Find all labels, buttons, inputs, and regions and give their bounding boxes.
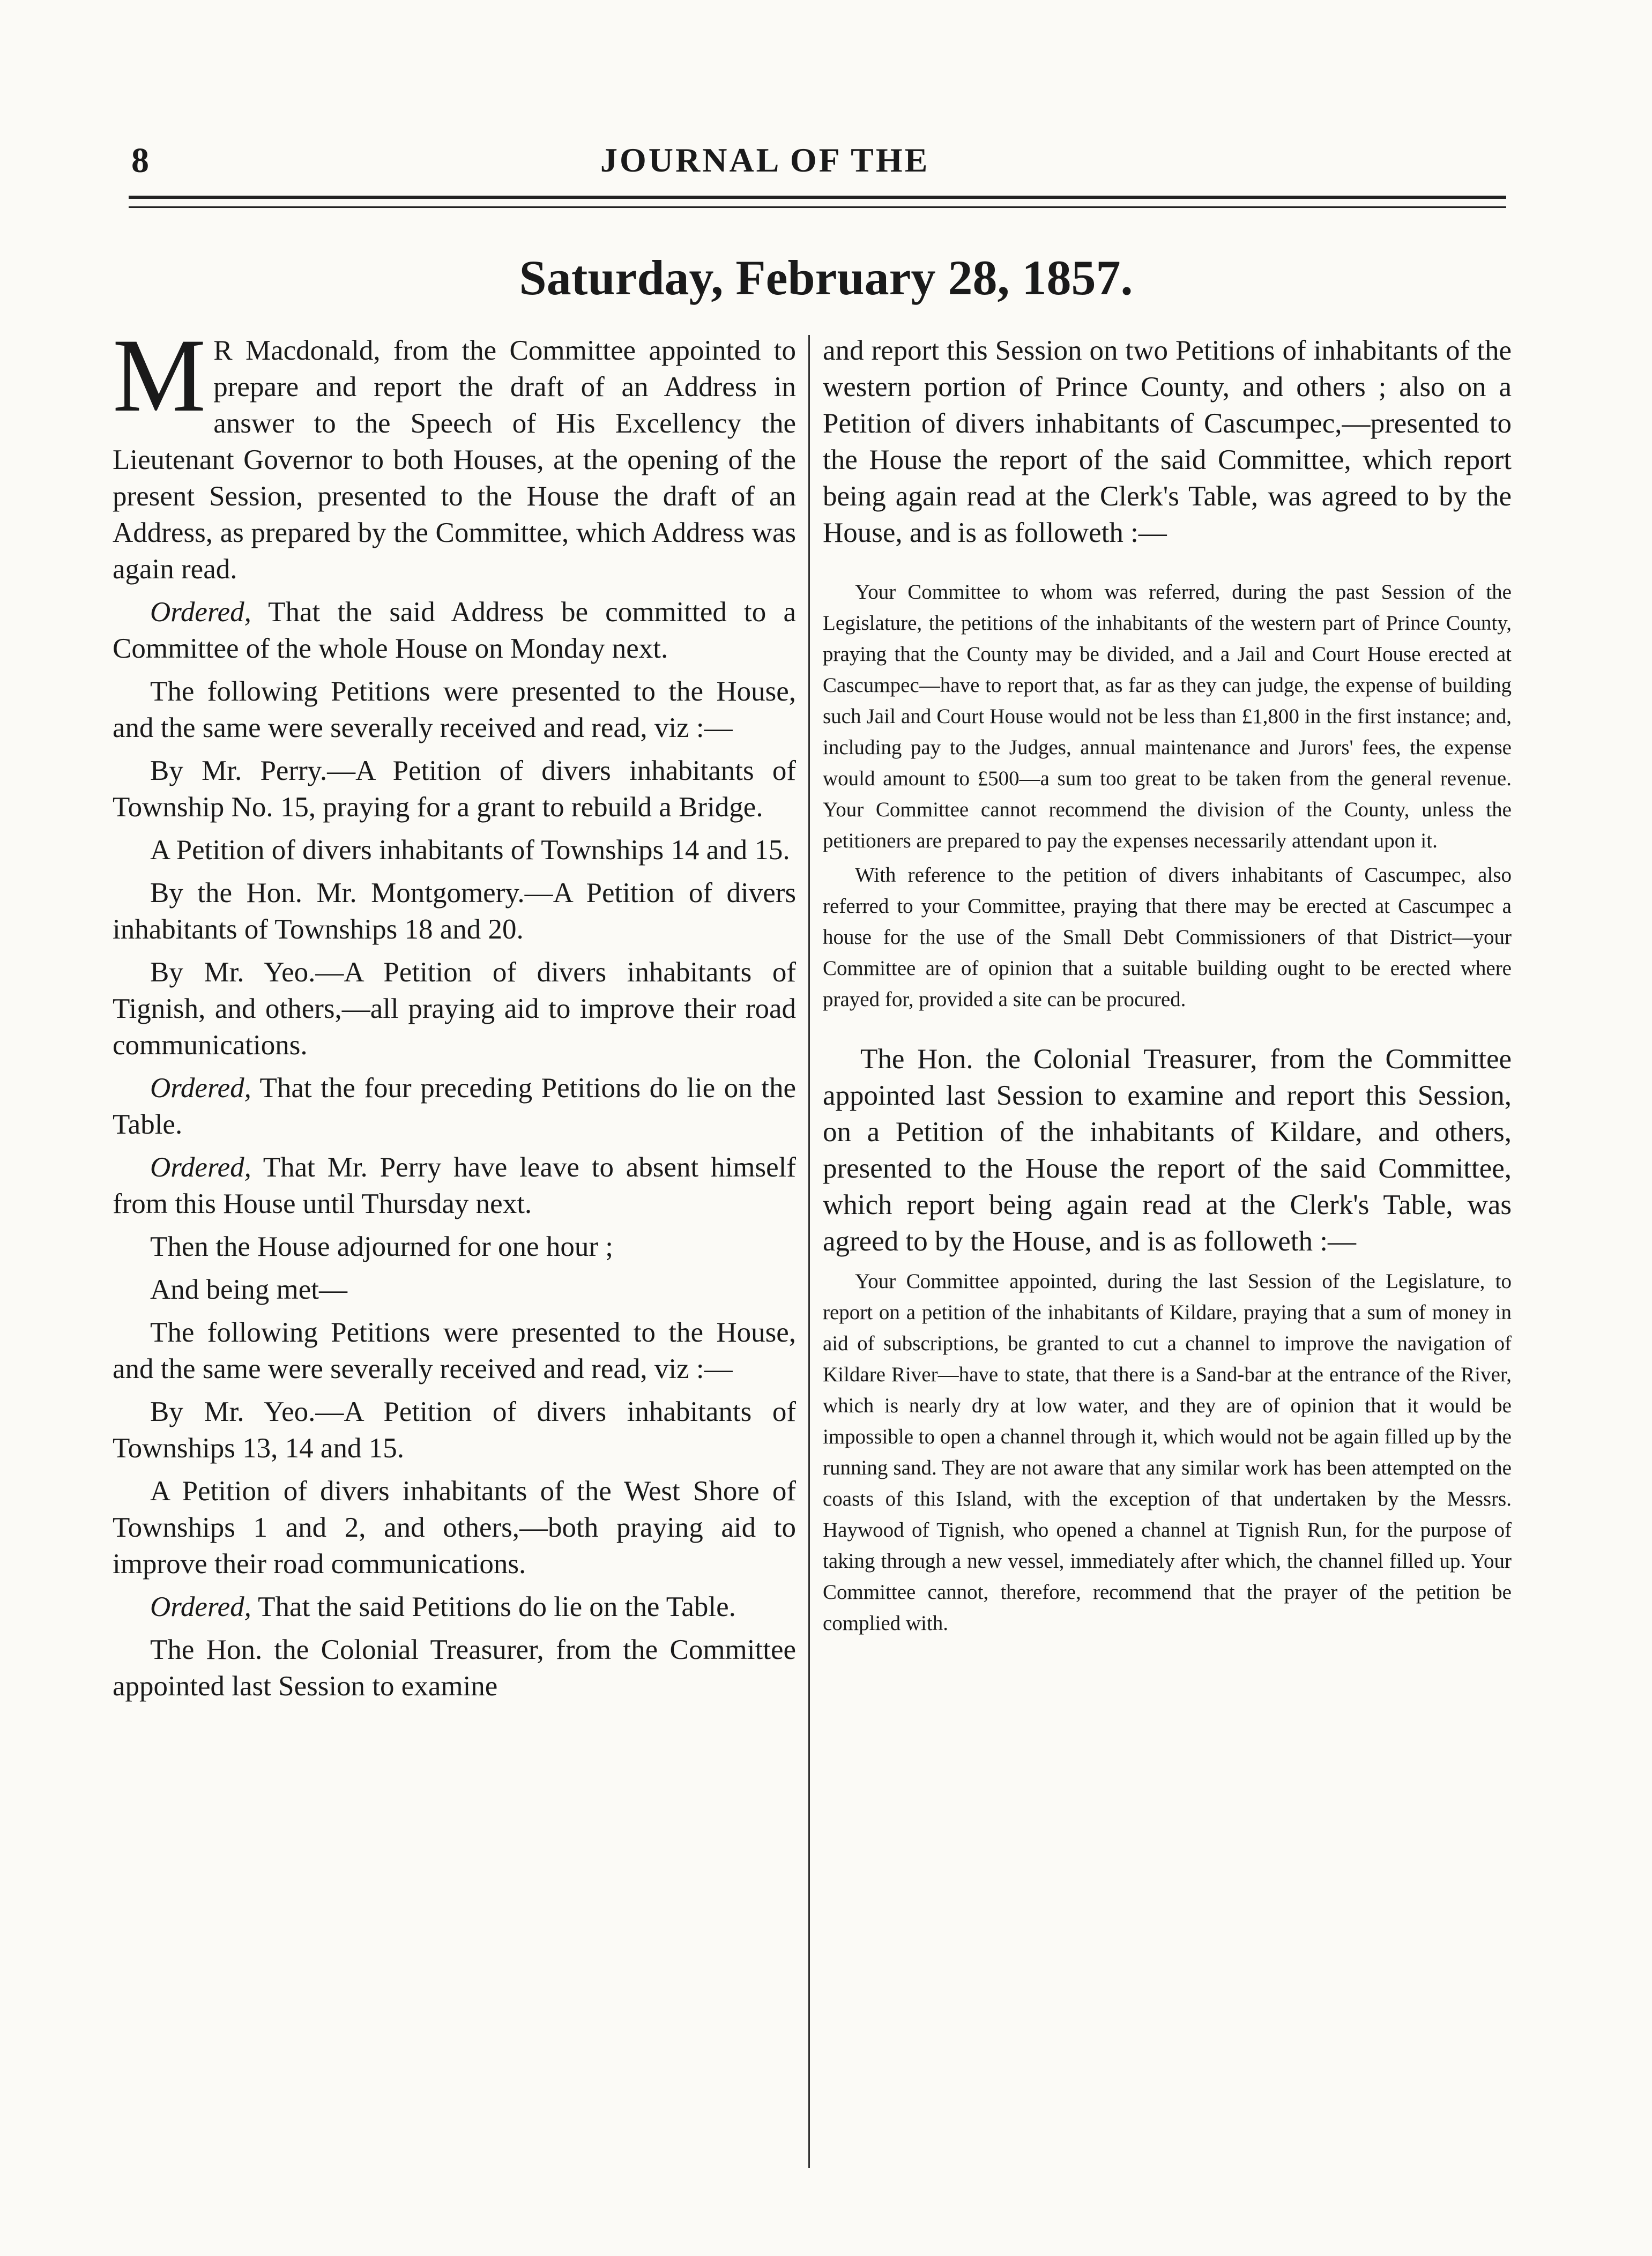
paragraph-petition-west-shore: A Petition of divers inhabitants of the West Shore of Townships 1 and 2, and others,—both praying aid to improve their road communications. [113,1476,796,1580]
column-divider [808,335,810,2168]
right-column [823,332,1512,2165]
paragraph-ordered-committed [113,594,796,667]
paragraph-petition-yeo-tignish: By Mr. Yeo.—A Petition of divers inhabitants of Tignish, and others,—all praying aid to improve their road communications. [113,957,796,1061]
paragraph-ordered-lie-on-table [113,1070,796,1143]
report-cascumpec: With reference to the petition of divers inhabitants of Cascumpec, also referred to your Committee, praying that there may be erected at Cascumpec a house for the use of the Small Debt Commissioners of that District—your Committee are of opinion that a suitable building ought to be erected where prayed for, provided a site can be procured. [823,863,1512,1011]
ordered-label: Ordered, [150,1591,251,1622]
date-heading: Saturday, February 28, 1857. [519,250,1133,305]
paragraph-ordered-lie-on-table-2 [113,1589,796,1625]
paragraph-text: That the said Address be committed to a Committee of the whole House on Monday next. [113,597,796,664]
paragraph-petition-perry: By Mr. Perry.—A Petition of divers inhabitants of Township No. 15, praying for a grant to rebuild a Bridge. [113,755,796,823]
paragraph-text: Macdonald, from the Committee appointed to prepare and report the draft of an Address in answer to the Speech of His Excellency the Lieutenant Governor to both Houses, at the opening of the present Session, presented to the House the draft of an Address, as prepared by the Committee, which Address was again read. [113,335,796,585]
running-head: JOURNAL OF THE [600,141,930,179]
paragraph-report-continued: and report this Session on two Petitions of inhabitants of the western portion of Prince County, and others ; also on a Petition of divers inhabitants of Cascumpec,—presented to the House the report of the said Committee, which report being again read at the Clerk's Table, was agreed to by the House, and is as followeth :— [823,335,1512,548]
left-column [113,332,796,2165]
paragraph-address-report [113,332,796,587]
report-prince-county: Your Committee to whom was referred, during the past Session of the Legislature, the petitions of the inhabitants of the western part of Prince County, praying that the County may be divided, and a Jail and Court House erected at Cascumpec—have to report that, as far as they can judge, the expense of building such Jail and Court House would not be less than £1,800 in the first instance; and, including pay to the Judges, annual maintenance and Jurors' fees, the expense would amount to £500—a sum too great to be taken from the general revenue. Your Committee cannot recommend the division of the County, unless the petitioners are prepared to pay the expenses necessarily attendant upon it. [823,580,1512,852]
header-rule-thick [129,196,1506,199]
paragraph-petitions-presented-2: The following Petitions were presented to the House, and the same were severally received and read, viz :— [113,1317,796,1384]
header-rule-thin [129,206,1506,208]
drop-cap-continuation: R [213,335,233,366]
paragraph-text: That the said Petitions do lie on the Table. [251,1591,736,1622]
paragraph-adjourned: Then the House adjourned for one hour ; [150,1231,613,1262]
ordered-label: Ordered, [150,1152,251,1183]
paragraph-kildare-report: The Hon. the Colonial Treasurer, from the Committee appointed last Session to examine and report this Session, on a Petition of the inhabitants of Kildare, and others, presented to the House the report of the said Committee, which report being again read at the Clerk's Table, was agreed to by the House, and is as followeth :— [823,1044,1512,1257]
paragraph-petition-montgomery: By the Hon. Mr. Montgomery.—A Petition of divers inhabitants of Townships 18 and 20. [113,877,796,945]
paragraph-petitions-presented: The following Petitions were presented to the House, and the same were severally received and read, viz :— [113,676,796,743]
paragraph-colonial-treasurer: The Hon. the Colonial Treasurer, from the Committee appointed last Session to examine [113,1634,796,1702]
ordered-label: Ordered, [150,1073,251,1104]
drop-cap: M [113,332,206,434]
page-number: 8 [131,141,149,180]
paragraph-being-met: And being met— [150,1274,347,1305]
paragraph-text: That Mr. Perry have leave to absent himself from this House until Thursday next. [113,1152,796,1219]
paragraph-petition-townships-14-15: A Petition of divers inhabitants of Townships 14 and 15. [150,835,790,866]
paragraph-text: That the four preceding Petitions do lie on the Table. [113,1073,796,1140]
report-kildare: Your Committee appointed, during the last Session of the Legislature, to report on a petition of the inhabitants of Kildare, praying that a sum of money in aid of subscriptions, be granted to cut a channel to improve the navigation of Kildare River—have to state, that there is a Sand-bar at the entrance of the River, which is nearly dry at low water, and they are of opinion that it would be impossible to open a channel through it, which would not be again filled up by the running sand. They are not aware that any similar work has been attempted on the coasts of this Island, with the exception of that undertaken by the Messrs. Haywood of Tignish, who opened a channel at Tignish Run, for the purpose of taking through a new vessel, immediately after which, the channel filled up. Your Committee cannot, therefore, recommend that the prayer of the petition be complied with. [823,1270,1512,1635]
paragraph-petition-yeo-townships: By Mr. Yeo.—A Petition of divers inhabitants of Townships 13, 14 and 15. [113,1396,796,1464]
ordered-label: Ordered, [150,597,251,628]
paragraph-ordered-leave-absent [113,1149,796,1222]
